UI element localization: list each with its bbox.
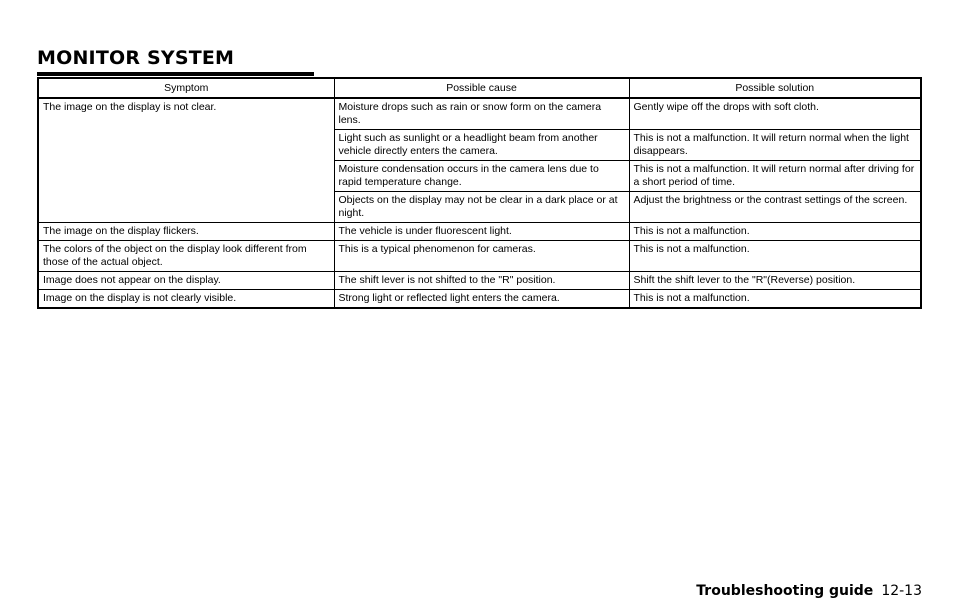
table-header-row — [38, 78, 921, 98]
section-title: MONITOR SYSTEM — [37, 47, 235, 69]
symptom-cell: The colors of the object on the display look different from those of the actual object. — [38, 241, 334, 272]
cause-cell: Moisture condensation occurs in the camera lens due to rapid temperature change. — [334, 161, 629, 192]
solution-cell: This is not a malfunction. — [629, 290, 921, 309]
table-row — [38, 241, 921, 272]
title-underline — [37, 72, 314, 76]
cause-cell: Moisture drops such as rain or snow form on the camera lens. — [334, 98, 629, 130]
solution-cell: This is not a malfunction. It will return normal after driving for a short period of time. — [629, 161, 921, 192]
symptom-cell: The image on the display flickers. — [38, 223, 334, 241]
header-symptom: Symptom — [38, 78, 334, 98]
cause-cell: The vehicle is under fluorescent light. — [334, 223, 629, 241]
table-body — [38, 98, 921, 308]
page-number: 12-13 — [881, 583, 922, 599]
symptom-cell: Image on the display is not clearly visible. — [38, 290, 334, 309]
cause-cell: Objects on the display may not be clear in a dark place or at night. — [334, 192, 629, 223]
cause-cell: Strong light or reflected light enters the camera. — [334, 290, 629, 309]
table-row — [38, 272, 921, 290]
solution-cell: Shift the shift lever to the "R"(Reverse) position. — [629, 272, 921, 290]
solution-cell: Gently wipe off the drops with soft cloth. — [629, 98, 921, 130]
cause-cell: The shift lever is not shifted to the "R" position. — [334, 272, 629, 290]
symptom-cell: The image on the display is not clear. — [38, 98, 334, 223]
page-footer — [696, 583, 922, 599]
solution-cell: This is not a malfunction. It will return normal when the light disappears. — [629, 130, 921, 161]
solution-cell: This is not a malfunction. — [629, 241, 921, 272]
table-row — [38, 98, 921, 130]
solution-cell: This is not a malfunction. — [629, 223, 921, 241]
header-possible-cause: Possible cause — [334, 78, 629, 98]
footer-section-label: Troubleshooting guide — [696, 583, 874, 599]
table-row — [38, 223, 921, 241]
troubleshooting-table — [37, 77, 922, 309]
symptom-cell: Image does not appear on the display. — [38, 272, 334, 290]
header-possible-solution: Possible solution — [629, 78, 921, 98]
cause-cell: Light such as sunlight or a headlight beam from another vehicle directly enters the camera. — [334, 130, 629, 161]
table-row — [38, 290, 921, 309]
solution-cell: Adjust the brightness or the contrast settings of the screen. — [629, 192, 921, 223]
cause-cell: This is a typical phenomenon for cameras. — [334, 241, 629, 272]
